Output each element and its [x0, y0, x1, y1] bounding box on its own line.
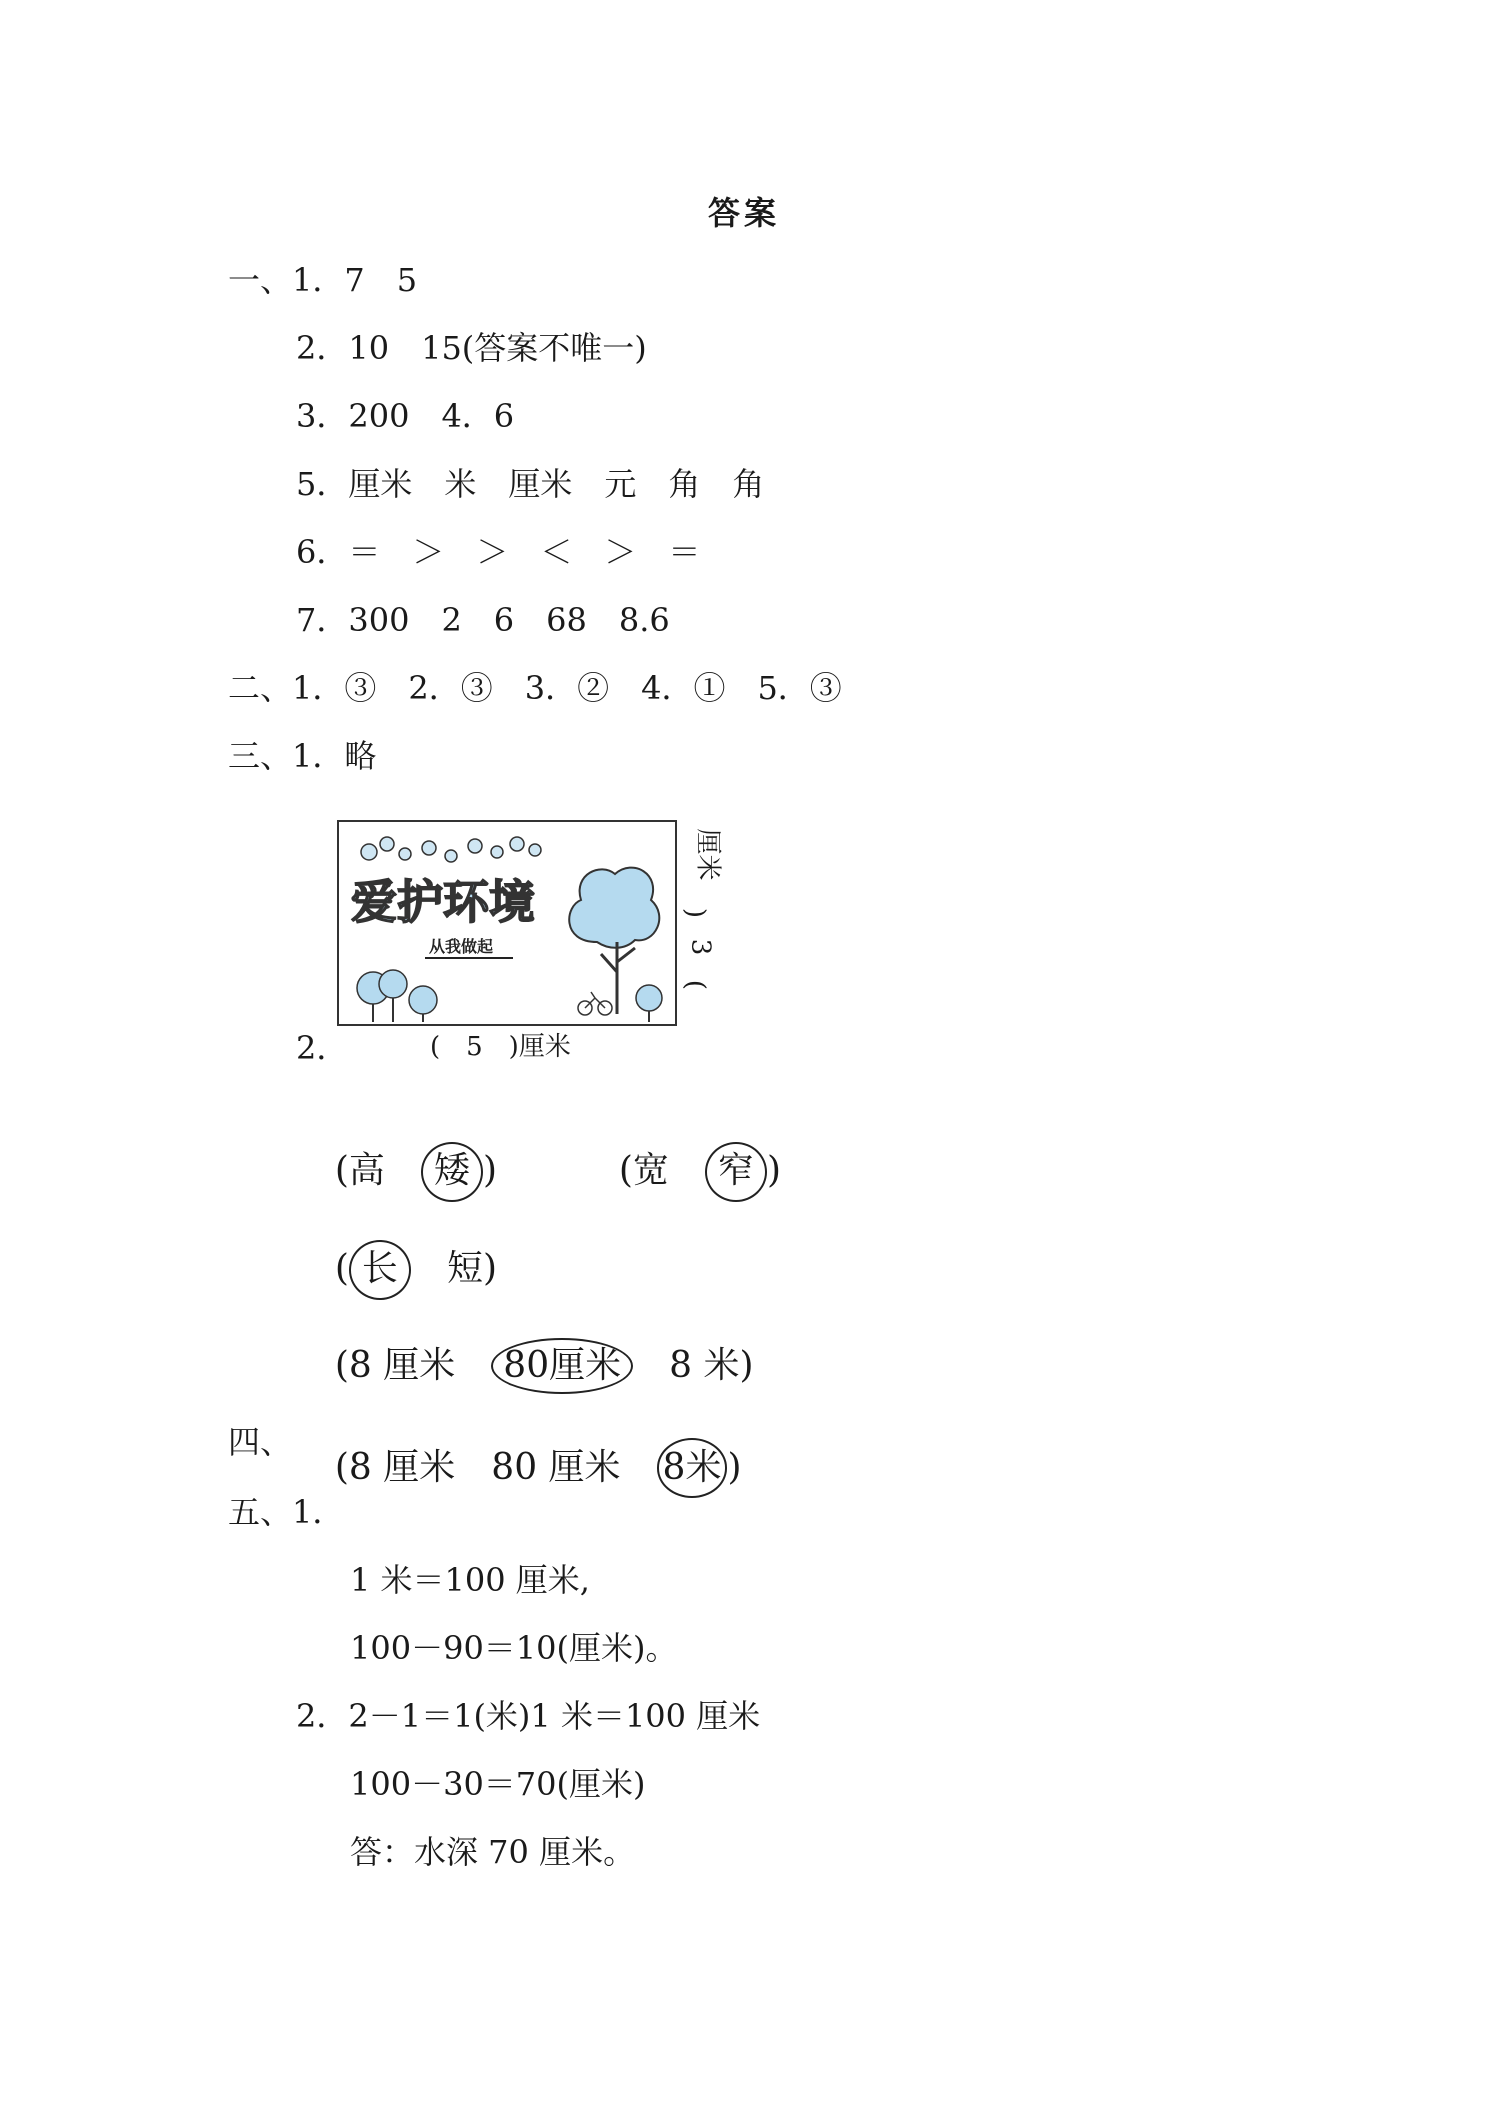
s5-line-6: 答：水深 70 厘米。	[350, 1833, 636, 1871]
s1-line-6: 7．300 2 6 68 8.6	[296, 601, 670, 639]
circled-answer: 8米	[657, 1438, 728, 1498]
s4-row-4	[312, 1394, 742, 1498]
s5-line-1: 五、1．	[228, 1493, 345, 1531]
poster-height-label	[680, 820, 724, 1020]
s1-line-1: 一、1．7 5	[228, 261, 418, 299]
s1-line-5: 6．＝ ＞ ＞ ＜ ＞ ＝	[296, 533, 701, 571]
poster-subtitle: 从我做起	[429, 937, 494, 956]
s4-row-1a-close: )	[482, 1150, 497, 1191]
s5-line-4: 2．2－1＝1(米)1 米＝100 厘米	[296, 1697, 761, 1735]
circled-answer: 矮	[421, 1142, 483, 1202]
s2-line-1: 二、1．③ 2．③ 3．② 4．① 5．③	[228, 669, 842, 707]
s4-row-3-open: (8 厘米	[334, 1345, 492, 1386]
s4-row-2-open: (	[334, 1248, 349, 1289]
circled-answer: 80厘米	[491, 1338, 633, 1394]
s4-row-4-open: (8 厘米 80 厘米	[334, 1447, 657, 1488]
circled-answer: 长	[349, 1240, 411, 1300]
s5-line-3: 100－90＝10(厘米)。	[350, 1629, 678, 1667]
s4-row-1b	[596, 1098, 781, 1202]
poster-illustration	[337, 820, 677, 1026]
s4-row-2-after: 短)	[410, 1248, 497, 1289]
s1-line-3: 3．200 4．6	[296, 397, 515, 435]
s4-row-1a-open: (高	[334, 1150, 421, 1191]
s1-line-4: 5．厘米 米 厘米 元 角 角	[296, 465, 765, 503]
s4-row-3-close: 8 米)	[633, 1345, 754, 1386]
s4-row-1a	[312, 1098, 497, 1202]
s1-line-2: 2．10 15(答案不唯一)	[296, 329, 647, 367]
poster-drawing	[339, 822, 675, 1024]
s4-label: 四、	[228, 1423, 293, 1461]
s4-row-3	[312, 1294, 754, 1394]
poster-title: 爱护环境	[351, 875, 535, 929]
height-unit: 厘米	[692, 828, 723, 881]
page-title: 答案	[707, 194, 780, 232]
s4-row-1b-close: )	[766, 1150, 781, 1191]
circled-answer: 窄	[705, 1142, 767, 1202]
s3-line-2: 2．	[296, 1029, 349, 1067]
s4-row-1b-open: (宽	[618, 1150, 705, 1191]
s4-row-2	[312, 1196, 497, 1300]
height-paren-open: )	[680, 907, 711, 919]
s5-line-2: 1 米＝100 厘米,	[350, 1561, 590, 1599]
poster-width-label: ( 5 )厘米	[430, 1032, 571, 1062]
s4-row-4-close: )	[727, 1447, 742, 1488]
height-value: 3	[685, 938, 716, 956]
height-paren-close: (	[680, 979, 711, 991]
s5-line-5: 100－30＝70(厘米)	[350, 1765, 646, 1803]
s3-line-1: 三、1．略	[228, 737, 377, 775]
